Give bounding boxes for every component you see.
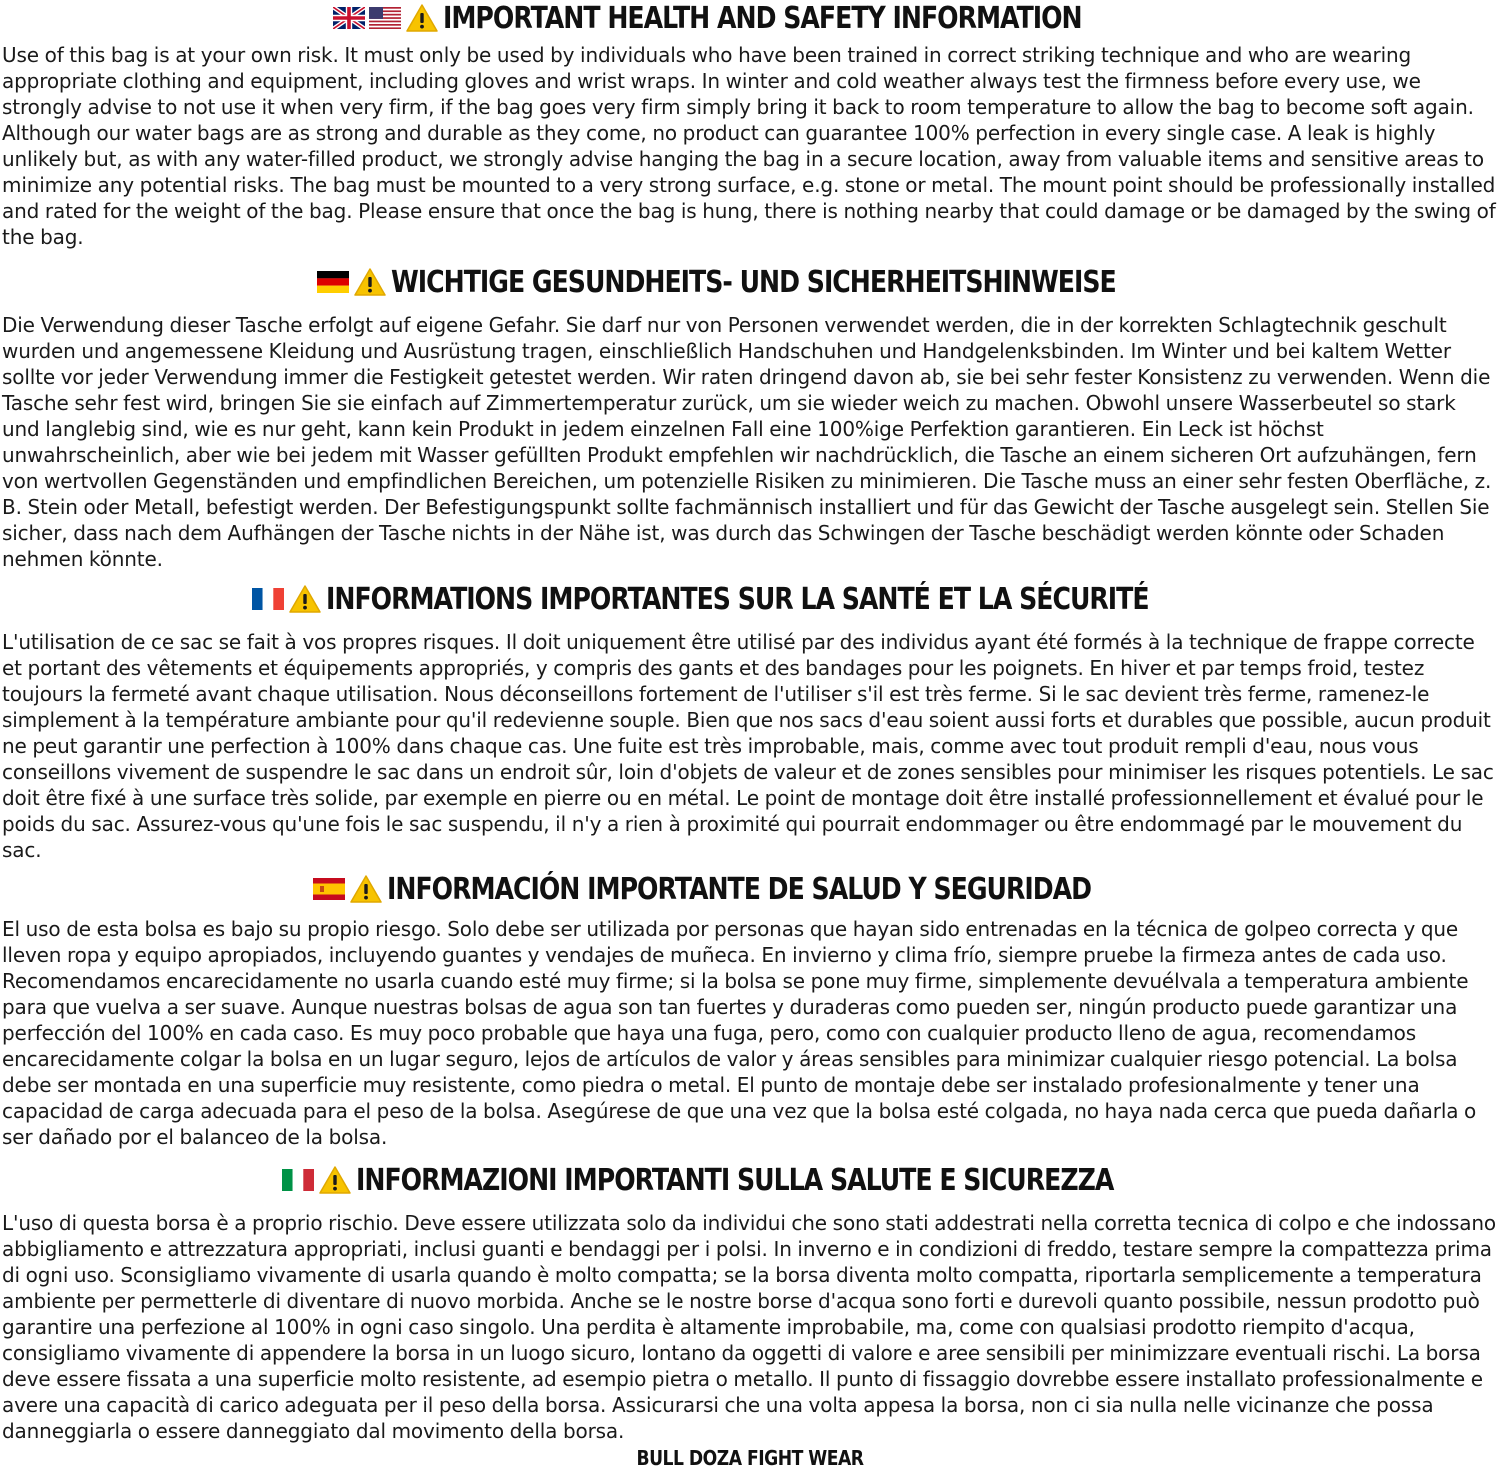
section-title: INFORMAZIONI IMPORTANTI SULLA SALUTE E SICUREZZA (356, 1162, 1114, 1198)
heading-italian (0, 1162, 1500, 1198)
heading-german (0, 264, 1500, 300)
france-flag-icon (252, 588, 284, 610)
germany-flag-icon (317, 271, 349, 293)
warning-icon (318, 1165, 352, 1195)
brand-footer (0, 1446, 1500, 1470)
warning-icon (353, 267, 387, 297)
uk-flag-icon (333, 7, 365, 29)
warning-icon (405, 3, 439, 33)
section-body-english: Use of this bag is at your own risk. It must only be used by individuals who have been trained in correct striking technique and who are wearing appropriate clothing and equipment, including gloves and wrist wraps. In winter and cold weather always test the firmness before every use, we strongly advise to not use it when very firm, if the bag goes very firm simply bring it back to room temperature to allow the bag to become soft again. Although our water bags are as strong and durable as they come, no product can guarantee 100% perfection in every single case. A leak is highly unlikely but, as with any water-filled product, we strongly advise hanging the bag in a secure location, away from valuable items and sensitive areas to minimize any potential risks. The bag must be mounted to a very strong surface, e.g. stone or metal. The mount point should be professionally installed and rated for the weight of the bag. Please ensure that once the bag is hung, there is nothing nearby that could damage or be damaged by the swing of the bag. (2, 43, 1496, 249)
spain-flag-icon (313, 878, 345, 900)
section-body-german: Die Verwendung dieser Tasche erfolgt auf eigene Gefahr. Sie darf nur von Personen verwendet werden, die in der korrekten Schlagtechnik geschult wurden und angemessene Kleidung und Ausrüstung tragen, einschließlich Handschuhen und Handgelenksbinden. Im Winter und bei kaltem Wetter sollte vor jeder Verwendung immer die Festigkeit getestet werden. Wir raten dringend davon ab, sie bei sehr fester Konsistenz zu verwenden. Wenn die Tasche sehr fest wird, bringen Sie sie einfach auf Zimmertemperatur zurück, um sie wieder weich zu machen. Obwohl unsere Wasserbeutel so stark und langlebig sind, wie es nur geht, kann kein Produkt in jedem einzelnen Fall eine 100%ige Perfektion garantieren. Ein Leck ist höchst unwahrscheinlich, aber wie bei jedem mit Wasser gefüllten Produkt empfehlen wir nachdrücklich, die Tasche an einem sicheren Ort aufzuhängen, fern von wertvollen Gegenständen und empfindlichen Bereichen, um potenzielle Risiken zu minimieren. Die Tasche muss an einer sehr festen Oberfläche, z. B. Stein oder Metall, befestigt werden. Der Befestigungspunkt sollte fachmännisch installiert und für das Gewicht der Tasche ausgelegt sein. Stellen Sie sicher, dass nach dem Aufhängen der Tasche nichts in der Nähe ist, was durch das Schwingen der Tasche beschädigt werden könnte oder Schaden nehmen könnte. (2, 313, 1492, 571)
section-body-spanish: El uso de esta bolsa es bajo su propio riesgo. Solo debe ser utilizada por personas que hayan sido entrenadas en la técnica de golpeo correcta y que lleven ropa y equipo apropiados, incluyendo guantes y vendajes de muñeca. En invierno y clima frío, siempre pruebe la firmeza antes de cada uso. Recomendamos encarecidamente no usarla cuando esté muy firme; si la bolsa se pone muy firme, simplemente devuélvala a temperatura ambiente para que vuelva a ser suave. Aunque nuestras bolsas de agua son tan fuertes y duraderas como pueden ser, ningún producto puede garantizar una perfección del 100% en cada caso. Es muy poco probable que haya una fuga, pero, como con cualquier producto lleno de agua, recomendamos encarecidamente colgar la bolsa en un lugar seguro, lejos de artículos de valor y áreas sensibles para minimizar cualquier riesgo potencial. La bolsa debe ser montada en una superficie muy resistente, como piedra o metal. El punto de montaje debe ser instalado profesionalmente y tener una capacidad de carga adecuada para el peso de la bolsa. Asegúrese de que una vez que la bolsa esté colgada, no haya nada cerca que pueda dañarla o ser dañado por el balanceo de la bolsa. (2, 917, 1477, 1149)
section-title: INFORMACIÓN IMPORTANTE DE SALUD Y SEGURIDAD (387, 871, 1092, 907)
section-title: INFORMATIONS IMPORTANTES SUR LA SANTÉ ET LA SÉCURITÉ (326, 581, 1149, 617)
brand-name: BULL DOZA FIGHT WEAR (636, 1446, 864, 1470)
heading-french (0, 581, 1500, 617)
heading-spanish (0, 871, 1500, 907)
us-flag-icon (369, 7, 401, 29)
italy-flag-icon (282, 1169, 314, 1191)
warning-icon (349, 874, 383, 904)
section-title: WICHTIGE GESUNDHEITS- UND SICHERHEITSHINWEISE (391, 264, 1116, 300)
section-body-italian: L'uso di questa borsa è a proprio rischio. Deve essere utilizzata solo da individui che sono stati addestrati nella corretta tecnica di colpo e che indossano abbigliamento e attrezzatura appropriati, inclusi guanti e bendaggi per i polsi. In inverno e in condizioni di freddo, testare sempre la compattezza prima di ogni uso. Sconsigliamo vivamente di usarla quando è molto compatta; se la borsa diventa molto compatta, riportarla semplicemente a temperatura ambiente per permetterle di diventare di nuovo morbida. Anche se le nostre borse d'acqua sono forti e durevoli quanto possibile, nessun prodotto può garantire una perfezione al 100% in ogni caso singolo. Una perdita è altamente improbabile, ma, come con qualsiasi prodotto riempito d'acqua, consigliamo vivamente di appendere la borsa in un luogo sicuro, lontano da oggetti di valore e aree sensibili per minimizzare eventuali rischi. La borsa deve essere fissata a una superficie molto resistente, ad esempio pietra o metallo. Il punto di fissaggio dovrebbe essere installato professionalmente e avere una capacità di carico adeguata per il peso della borsa. Assicurarsi che una volta appesa la borsa, non ci sia nulla nelle vicinanze che possa danneggiarla o essere danneggiato dal movimento della borsa. (2, 1211, 1496, 1443)
section-title: IMPORTANT HEALTH AND SAFETY INFORMATION (442, 0, 1082, 36)
section-body-french: L'utilisation de ce sac se fait à vos propres risques. Il doit uniquement être utilisé par des individus ayant été formés à la technique de frappe correcte et portant des vêtements et équipements appropriés, y compris des gants et des bandages pour les poignets. En hiver et par temps froid, testez toujours la fermeté avant chaque utilisation. Nous déconseillons fortement de l'utiliser s'il est très ferme. Si le sac devient très ferme, ramenez-le simplement à la température ambiante pour qu'il redevienne souple. Bien que nos sacs d'eau soient aussi forts et durables que possible, aucun produit ne peut garantir une perfection à 100% dans chaque cas. Une fuite est très improbable, mais, comme avec tout produit rempli d'eau, nous vous conseillons vivement de suspendre le sac dans un endroit sûr, loin d'objets de valeur et de zones sensibles pour minimiser les risques potentiels. Le sac doit être fixé à une surface très solide, par exemple en pierre ou en métal. Le point de montage doit être installé professionnellement et évalué pour le poids du sac. Assurez-vous qu'une fois le sac suspendu, il n'y a rien à proximité qui pourrait endommager ou être endommagé par le mouvement du sac. (2, 630, 1494, 862)
warning-icon (288, 584, 322, 614)
heading-english (0, 0, 1500, 36)
